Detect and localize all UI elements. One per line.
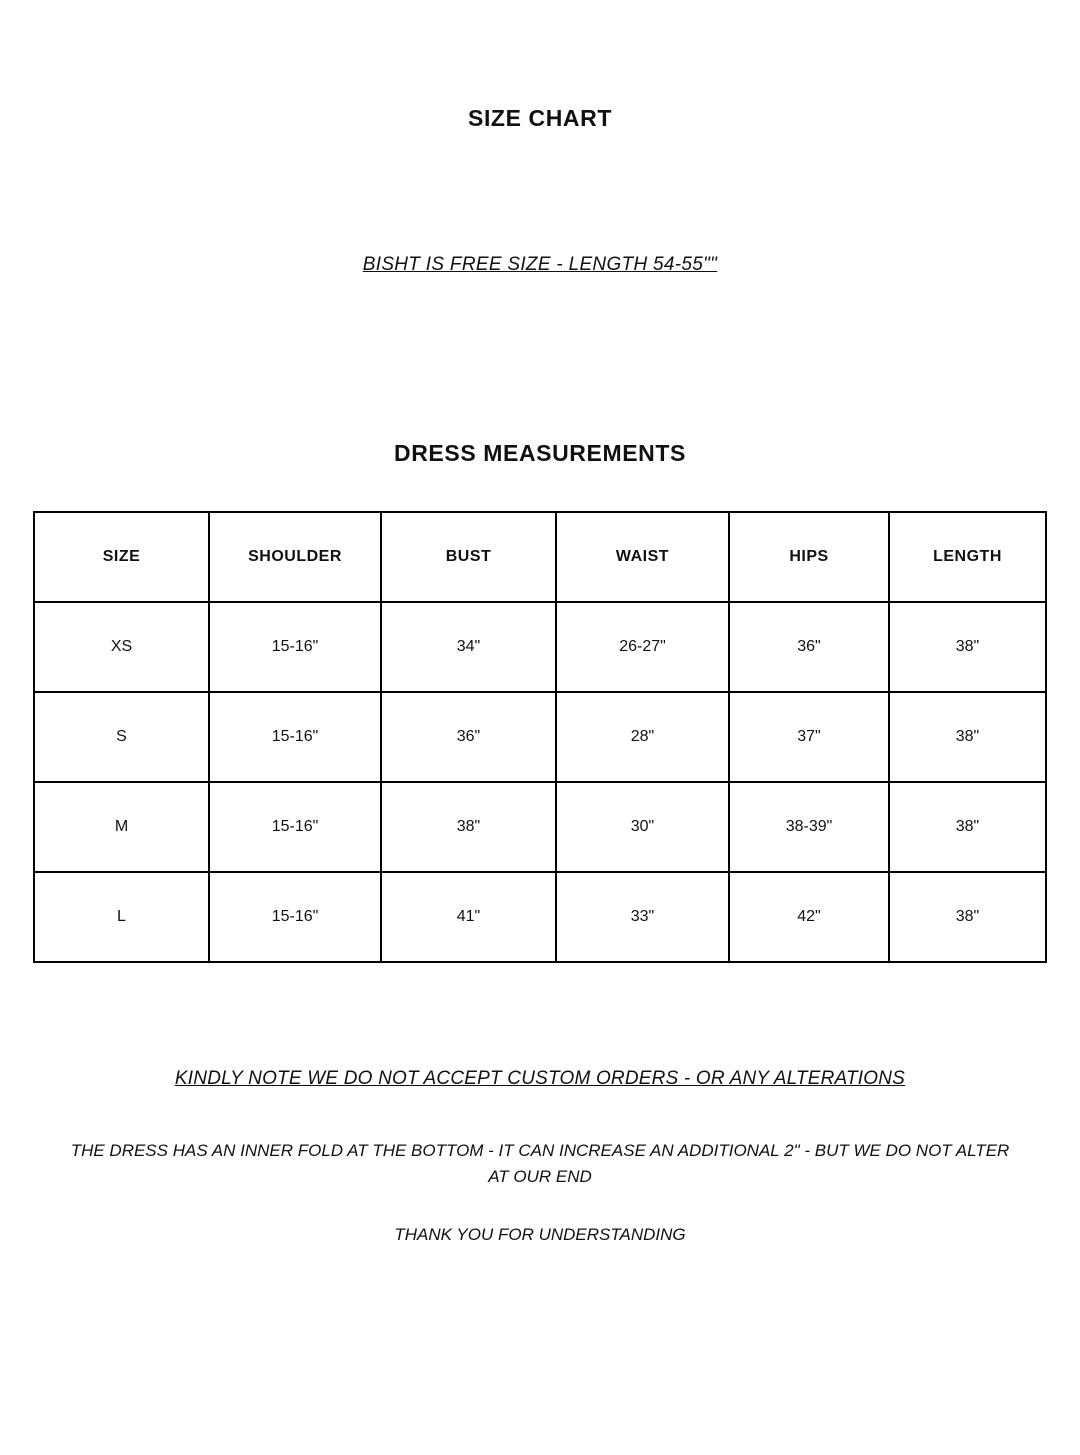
cell-size: XS <box>34 602 209 692</box>
table-header-row <box>34 512 1046 602</box>
note-thank-you: THANK YOU FOR UNDERSTANDING <box>394 1224 686 1244</box>
cell-hips: 37" <box>729 692 889 782</box>
free-size-note: BISHT IS FREE SIZE - LENGTH 54-55"" <box>362 254 718 275</box>
cell-length: 38" <box>889 782 1046 872</box>
cell-size: S <box>34 692 209 782</box>
cell-hips: 38-39" <box>729 782 889 872</box>
column-header-waist: WAIST <box>556 512 729 602</box>
cell-shoulder: 15-16" <box>209 782 381 872</box>
cell-shoulder: 15-16" <box>209 872 381 962</box>
cell-waist: 33" <box>556 872 729 962</box>
cell-waist: 30" <box>556 782 729 872</box>
cell-length: 38" <box>889 602 1046 692</box>
table-row <box>34 872 1046 962</box>
page-title: SIZE CHART <box>468 105 612 131</box>
cell-bust: 36" <box>381 692 556 782</box>
column-header-bust: BUST <box>381 512 556 602</box>
cell-shoulder: 15-16" <box>209 602 381 692</box>
note-no-custom-orders: KINDLY NOTE WE DO NOT ACCEPT CUSTOM ORDERS - OR ANY ALTERATIONS <box>174 1068 906 1089</box>
cell-shoulder: 15-16" <box>209 692 381 782</box>
table-row <box>34 692 1046 782</box>
column-header-length: LENGTH <box>889 512 1046 602</box>
cell-length: 38" <box>889 872 1046 962</box>
table-row <box>34 602 1046 692</box>
cell-bust: 34" <box>381 602 556 692</box>
note-inner-fold: THE DRESS HAS AN INNER FOLD AT THE BOTTOM - IT CAN INCREASE AN ADDITIONAL 2" - BUT WE DO NOT ALTER AT OUR END <box>70 1141 1010 1187</box>
cell-waist: 28" <box>556 692 729 782</box>
cell-hips: 42" <box>729 872 889 962</box>
cell-size: L <box>34 872 209 962</box>
column-header-size: SIZE <box>34 512 209 602</box>
size-chart-document <box>0 105 1080 1455</box>
column-header-hips: HIPS <box>729 512 889 602</box>
cell-length: 38" <box>889 692 1046 782</box>
cell-waist: 26-27" <box>556 602 729 692</box>
cell-size: M <box>34 782 209 872</box>
cell-hips: 36" <box>729 602 889 692</box>
table-row <box>34 782 1046 872</box>
dress-measurements-table <box>33 511 1047 963</box>
column-header-shoulder: SHOULDER <box>209 512 381 602</box>
cell-bust: 41" <box>381 872 556 962</box>
cell-bust: 38" <box>381 782 556 872</box>
section-title-dress-measurements: DRESS MEASUREMENTS <box>394 440 686 466</box>
